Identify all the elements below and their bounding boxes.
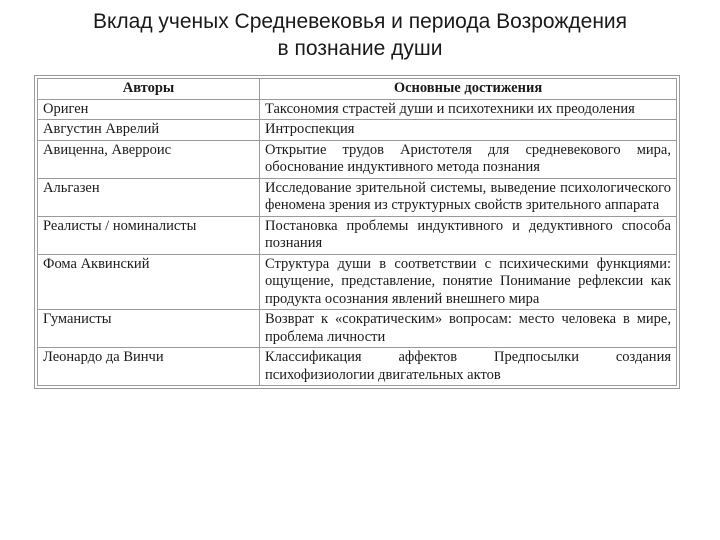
header-achievements: Основные достижения: [260, 79, 677, 100]
table-row: [38, 120, 677, 141]
author-cell: Ориген: [38, 99, 260, 120]
table-row: [38, 99, 677, 120]
table-body: [38, 99, 677, 386]
table-row: [38, 216, 677, 254]
achievements-table: [37, 78, 677, 386]
author-cell: Альгазен: [38, 178, 260, 216]
table-header-row: [38, 79, 677, 100]
author-cell: Леонардо да Винчи: [38, 348, 260, 386]
table-row: [38, 348, 677, 386]
achievement-cell: Возврат к «сократическим» вопросам: место человека в мире, проблема личности: [260, 310, 677, 348]
achievement-cell: Структура души в соответствии с психическими функциями: ощущение, представление, понятие Понимание рефлексии как продукта осознания явлений внешнего мира: [260, 254, 677, 310]
author-cell: Гуманисты: [38, 310, 260, 348]
achievement-cell: Интроспекция: [260, 120, 677, 141]
achievements-table-frame: [34, 75, 680, 389]
slide-title-line-2: в познание души: [277, 37, 443, 60]
slide-title: [0, 8, 720, 62]
header-authors: Авторы: [38, 79, 260, 100]
author-cell: Августин Аврелий: [38, 120, 260, 141]
author-cell: Авиценна, Аверроис: [38, 140, 260, 178]
author-cell: Фома Аквинский: [38, 254, 260, 310]
achievement-cell: Открытие трудов Аристотеля для средневекового мира, обоснование индуктивного метода познания: [260, 140, 677, 178]
slide-title-line-1: Вклад ученых Средневековья и периода Возрождения: [92, 10, 628, 33]
table-row: [38, 140, 677, 178]
table-row: [38, 178, 677, 216]
author-cell: Реалисты / номиналисты: [38, 216, 260, 254]
achievement-cell: Исследование зрительной системы, выведение психологического феномена зрения из структурных свойств зрительного аппарата: [260, 178, 677, 216]
achievement-cell: Постановка проблемы индуктивного и дедуктивного способа познания: [260, 216, 677, 254]
achievement-cell: Классификация аффектов Предпосылки создания психофизиологии двигательных актов: [260, 348, 677, 386]
table-row: [38, 254, 677, 310]
achievement-cell: Таксономия страстей души и психотехники их преодоления: [260, 99, 677, 120]
table-row: [38, 310, 677, 348]
